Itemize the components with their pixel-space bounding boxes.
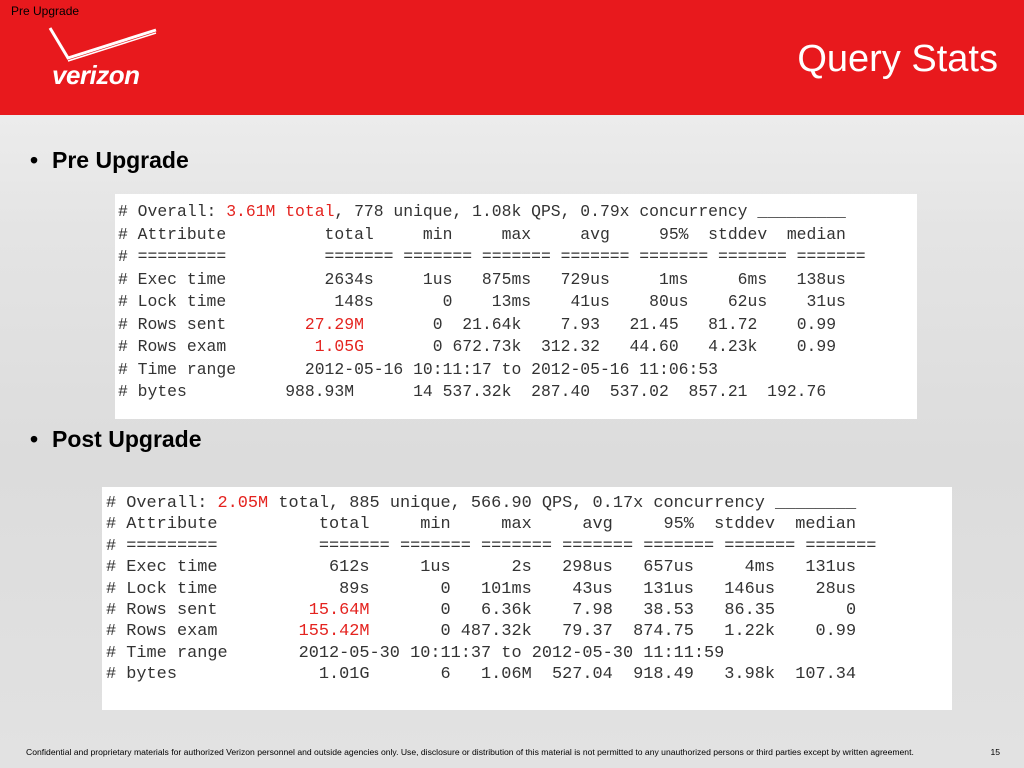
slide-header bbox=[0, 0, 1024, 115]
highlighted-value: 3.61M total bbox=[226, 202, 335, 221]
stats-line bbox=[106, 557, 952, 578]
highlighted-value: 27.29M bbox=[304, 314, 364, 334]
stats-text: # ========= ======= ======= ======= ======= ======= ======= ======= bbox=[106, 536, 877, 556]
slide-title: Query Stats bbox=[797, 38, 998, 80]
stats-line bbox=[106, 514, 952, 535]
stats-line bbox=[118, 269, 917, 292]
stats-line bbox=[106, 621, 952, 642]
stats-text: # Lock time 148s 0 13ms 41us 80us 62us 31us bbox=[118, 292, 846, 311]
stats-text: # Exec time 2634s 1us 875ms 729us 1ms 6ms 138us bbox=[118, 269, 846, 289]
stats-text: 0 6.36k 7.98 38.53 86.35 0 bbox=[369, 601, 857, 621]
stats-text: # Lock time 89s 0 101ms 43us 131us 146us 28us bbox=[106, 579, 857, 599]
highlighted-value: 1.05G bbox=[314, 337, 364, 356]
highlighted-value: 15.64M bbox=[308, 601, 370, 621]
bullet-label: Pre Upgrade bbox=[52, 147, 189, 173]
stats-text: # Rows sent bbox=[106, 601, 309, 621]
stats-line bbox=[118, 381, 917, 404]
stats-line bbox=[106, 664, 952, 685]
stats-text: # Attribute total min max avg 95% stddev median bbox=[118, 224, 846, 244]
stats-line bbox=[106, 579, 952, 600]
stats-line bbox=[118, 201, 917, 224]
stats-text: # Overall: bbox=[106, 494, 218, 513]
stats-line bbox=[118, 246, 917, 269]
stats-text: # Rows exam bbox=[118, 337, 315, 356]
stats-text: # Overall: bbox=[118, 202, 227, 221]
stats-line bbox=[106, 493, 952, 514]
stats-line bbox=[106, 536, 952, 557]
stats-text: 0 672.73k 312.32 44.60 4.23k 0.99 bbox=[363, 337, 837, 356]
bullet-post-upgrade: • Post Upgrade bbox=[30, 426, 202, 452]
stats-line bbox=[118, 224, 917, 247]
query-stats-panel-pre bbox=[115, 194, 917, 419]
verizon-logo bbox=[48, 26, 160, 90]
stats-text: # Time range 2012-05-16 10:11:17 to 2012-05-16 11:06:53 bbox=[118, 359, 718, 379]
header-tag: Pre Upgrade bbox=[11, 4, 80, 18]
stats-text: # Rows exam bbox=[106, 622, 299, 642]
confidentiality-footer: Confidential and proprietary materials for authorized Verizon personnel and outside agencies only. Use, disclosure or distribution of this material is not permitted to any unauthorized persons or third parties except by written agreement. bbox=[26, 747, 914, 757]
stats-text: total, 885 unique, 566.90 QPS, 0.17x concurrency ________ bbox=[268, 494, 857, 513]
page-number: 15 bbox=[990, 747, 1000, 757]
stats-text: # Time range 2012-05-30 10:11:37 to 2012-05-30 11:11:59 bbox=[106, 643, 725, 663]
stats-text: # bytes 988.93M 14 537.32k 287.40 537.02 857.21 192.76 bbox=[118, 382, 827, 401]
stats-text: # ========= ======= ======= ======= ======= ======= ======= ======= bbox=[118, 247, 866, 266]
bullet-pre-upgrade: • Pre Upgrade bbox=[30, 147, 189, 173]
stats-line bbox=[118, 336, 917, 359]
stats-text: # Attribute total min max avg 95% stddev median bbox=[106, 515, 857, 535]
stats-text: 0 21.64k 7.93 21.45 81.72 0.99 bbox=[363, 314, 837, 334]
stats-line bbox=[118, 314, 917, 337]
query-stats-text bbox=[102, 487, 952, 686]
stats-text: # Exec time 612s 1us 2s 298us 657us 4ms 131us bbox=[106, 558, 857, 578]
logo-wordmark: verizon bbox=[52, 60, 140, 90]
stats-line bbox=[118, 291, 917, 314]
stats-line bbox=[106, 600, 952, 621]
stats-text: , 778 unique, 1.08k QPS, 0.79x concurrency _________ bbox=[334, 202, 846, 221]
query-stats-text bbox=[115, 194, 917, 404]
bullet-label: Post Upgrade bbox=[52, 426, 202, 452]
highlighted-value: 2.05M bbox=[217, 494, 269, 513]
stats-text: 0 487.32k 79.37 874.75 1.22k 0.99 bbox=[369, 622, 857, 642]
highlighted-value: 155.42M bbox=[298, 622, 370, 642]
stats-text: # bytes 1.01G 6 1.06M 527.04 918.49 3.98k 107.34 bbox=[106, 665, 857, 685]
stats-line bbox=[106, 643, 952, 664]
stats-text: # Rows sent bbox=[118, 314, 305, 334]
query-stats-panel-post bbox=[102, 487, 952, 710]
stats-line bbox=[118, 359, 917, 382]
